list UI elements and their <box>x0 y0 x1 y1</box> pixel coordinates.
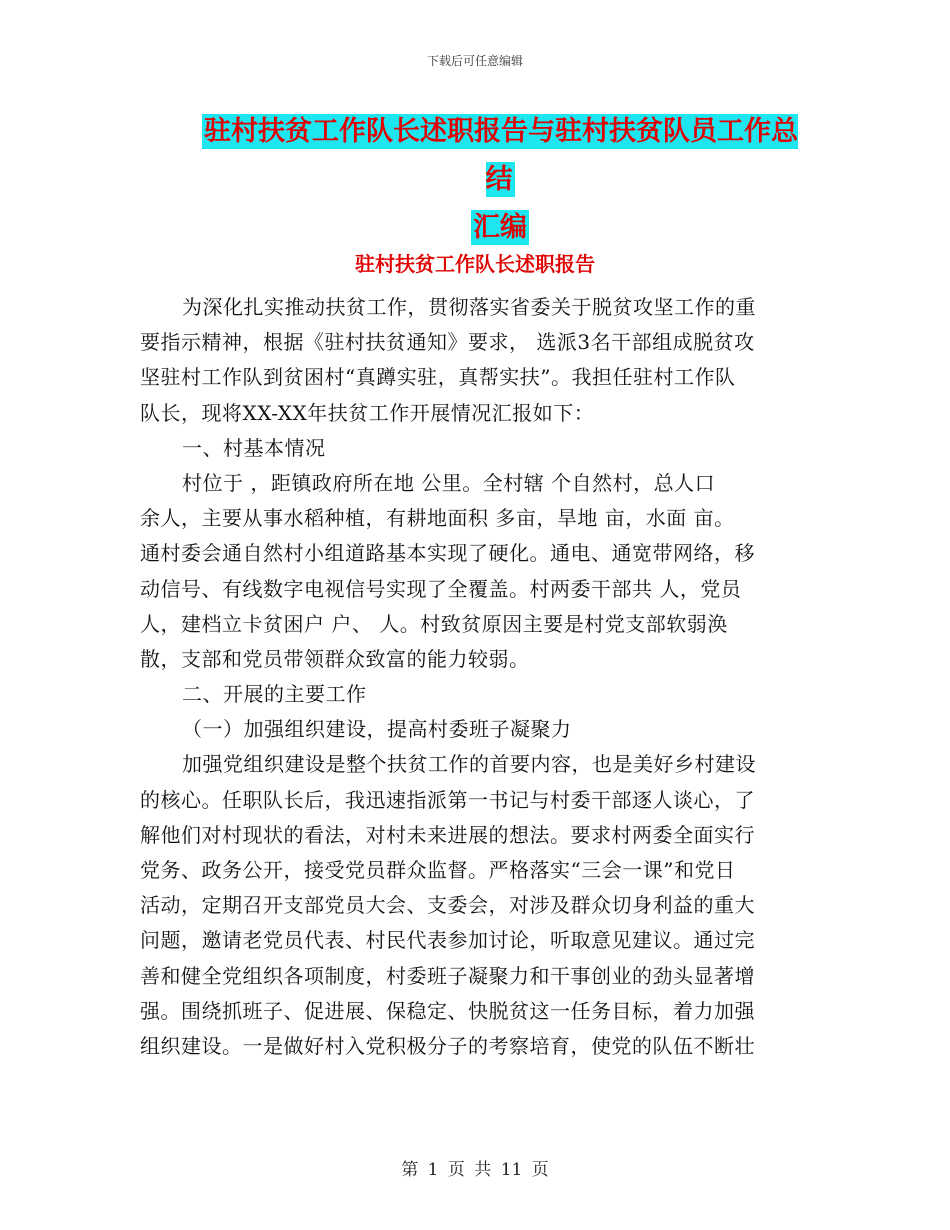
paragraph-line: 的核心。任职队长后，我迅速指派第一书记与村委干部逐人谈心，了 <box>140 787 755 812</box>
paragraph-line: 活动，定期召开支部党员大会、支委会，对涉及群众切身利益的重大 <box>140 893 755 918</box>
paragraph-line: 坚驻村工作队到贫困村“真蹲实驻，真帮实扶”。我担任驻村工作队 <box>140 365 736 390</box>
document-title <box>190 108 810 252</box>
paragraph-line: 解他们对村现状的看法，对村未来进展的想法。要求村两委全面实行 <box>140 822 755 847</box>
section-title: 驻村扶贫工作队长述职报告 <box>355 252 595 276</box>
paragraph-line: 动信号、有线数字电视信号实现了全覆盖。村两委干部共 人，党员 <box>140 576 742 601</box>
paragraph-line: 组织建设。一是做好村入党积极分子的考察培育，使党的队伍不断壮 <box>140 1033 755 1058</box>
paragraph-line: 要指示精神，根据《驻村扶贫通知》要求， 选派3名干部组成脱贫攻 <box>140 330 755 355</box>
paragraph-line: 余人，主要从事水稻种植，有耕地面积 多亩，旱地 亩，水面 亩。 <box>140 506 735 531</box>
subsection-heading: （一）加强组织建设，提高村委班子凝聚力 <box>182 717 572 742</box>
paragraph-line: 队长，现将XX-XX年扶贫工作开展情况汇报如下： <box>140 400 595 425</box>
paragraph-line: 通村委会通自然村小组道路基本实现了硬化。通电、通宽带网络，移 <box>140 541 755 566</box>
paragraph-line: 散，支部和党员带领群众致富的能力较弱。 <box>140 646 530 671</box>
paragraph-line: 善和健全党组织各项制度，村委班子凝聚力和干事创业的劲头显著增 <box>140 963 755 988</box>
page-footer: 第 1 页 共 11 页 <box>401 1160 549 1180</box>
paragraph-line: 加强党组织建设是整个扶贫工作的首要内容，也是美好乡村建设 <box>182 752 756 777</box>
body-text <box>140 290 800 1064</box>
paragraph-line: 人，建档立卡贫困户 户、 人。村致贫原因主要是村党支部软弱涣 <box>140 611 728 636</box>
title-line-2: 汇编 <box>473 212 527 243</box>
section-heading: 一、村基本情况 <box>182 435 326 460</box>
header-note: 下载后可任意编辑 <box>426 54 523 68</box>
paragraph-line: 问题，邀请老党员代表、村民代表参加讨论，听取意见建议。通过完 <box>140 928 755 953</box>
section-heading: 二、开展的主要工作 <box>182 682 367 707</box>
title-line-1: 驻村扶贫工作队长述职报告与驻村扶贫队员工作总结 <box>204 116 798 195</box>
paragraph-line: 村位于 ，距镇政府所在地 公里。全村辖 个自然村，总人口 <box>182 470 716 495</box>
paragraph-line: 党务、政务公开，接受党员群众监督。严格落实“三会一课”和党日 <box>140 858 736 882</box>
paragraph-line: 为深化扎实推动扶贫工作，贯彻落实省委关于脱贫攻坚工作的重 <box>182 295 756 319</box>
paragraph-line: 强。围绕抓班子、促进展、保稳定、快脱贫这一任务目标，着力加强 <box>140 998 755 1023</box>
